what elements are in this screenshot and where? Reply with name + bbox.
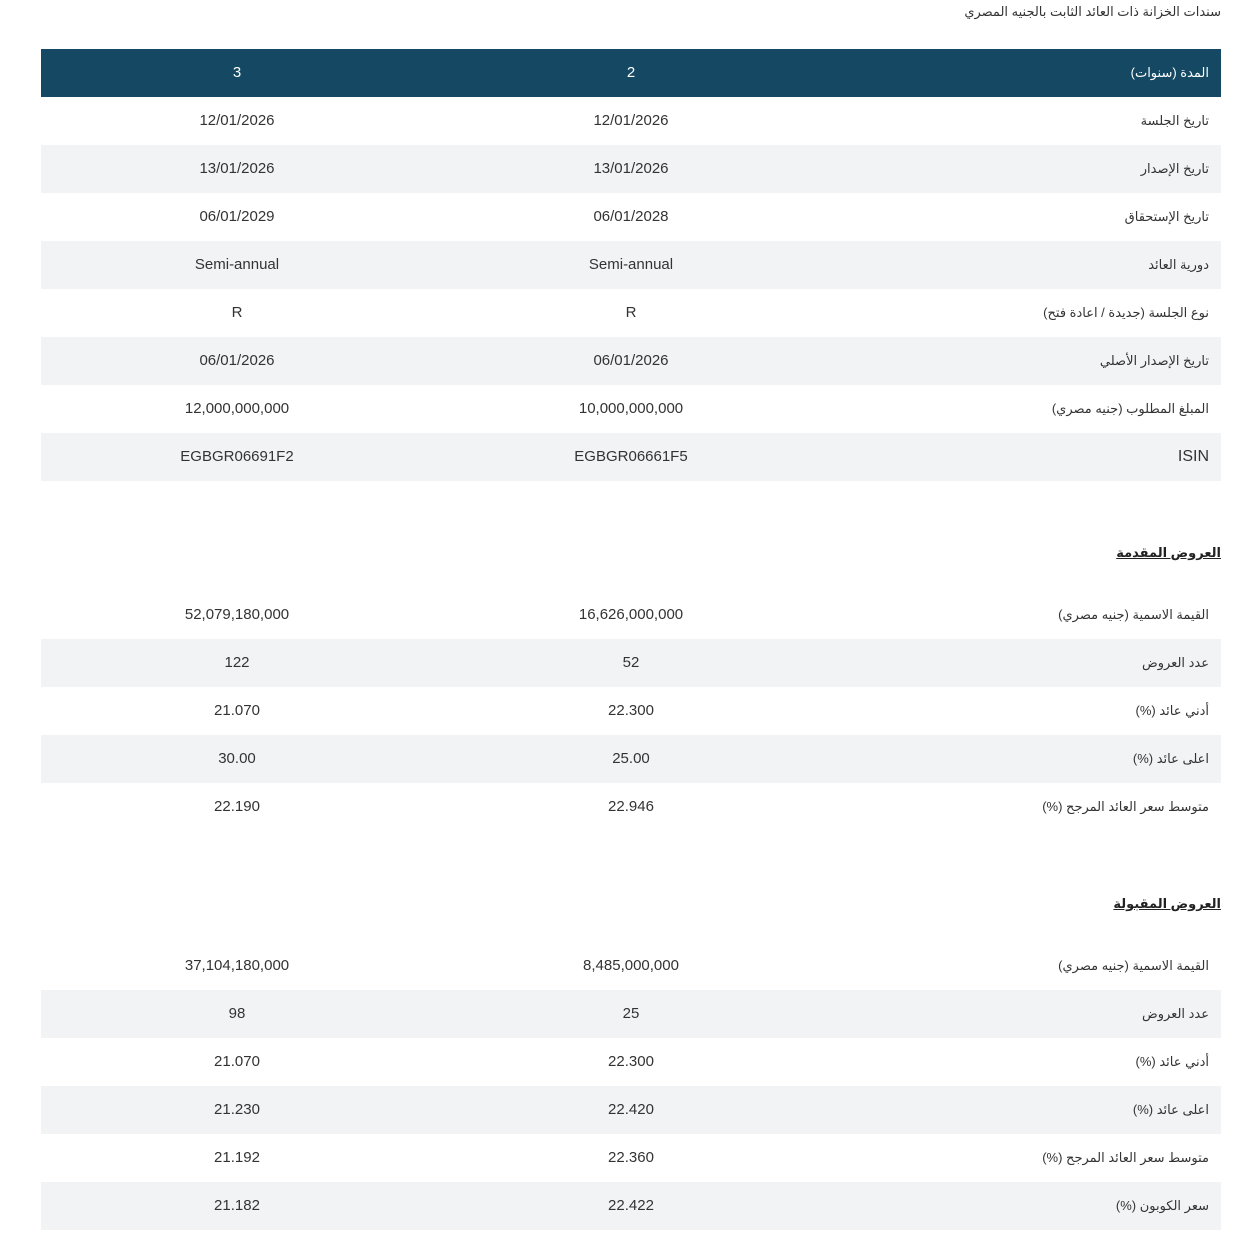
table-row-original-issue-date xyxy=(41,337,1221,385)
table-row-session-type xyxy=(41,289,1221,337)
section-title-offered: العروض المقدمة xyxy=(1116,545,1221,560)
row-value-col3: 21.070 xyxy=(214,702,260,719)
table-row xyxy=(41,1038,1221,1086)
row-label: تاريخ الإصدار xyxy=(1140,161,1209,176)
row-value-col3: 06/01/2029 xyxy=(199,208,275,225)
offered-table xyxy=(41,591,1221,831)
row-label: المبلغ المطلوب (جنيه مصري) xyxy=(1051,401,1209,416)
row-label: القيمة الاسمية (جنيه مصري) xyxy=(1058,958,1209,973)
row-value-col3: 06/01/2026 xyxy=(199,352,275,369)
row-value-col3: 21.192 xyxy=(214,1149,260,1166)
row-value-col3: 21.230 xyxy=(214,1101,260,1118)
row-value-col2: 22.420 xyxy=(608,1101,654,1118)
issue-table-header xyxy=(41,49,1221,97)
row-label: أدني عائد (%) xyxy=(1135,703,1209,718)
row-value-col2: 8,485,000,000 xyxy=(583,957,679,974)
row-value-col3: 37,104,180,000 xyxy=(184,957,290,974)
table-row xyxy=(41,591,1221,639)
table-row xyxy=(41,1134,1221,1182)
row-value-col3: 12,000,000,000 xyxy=(184,400,290,417)
row-label: تاريخ الإصدار الأصلي xyxy=(1099,353,1209,368)
table-row xyxy=(41,942,1221,990)
row-value-col3: 122 xyxy=(224,654,250,671)
row-value-col3: 30.00 xyxy=(218,750,256,767)
row-value-col2: 13/01/2026 xyxy=(593,160,669,177)
row-value-col2: 22.300 xyxy=(608,702,654,719)
row-label: ISIN xyxy=(1177,448,1209,465)
table-row xyxy=(41,735,1221,783)
row-value-col3: 13/01/2026 xyxy=(199,160,275,177)
row-value-col2: 25 xyxy=(622,1005,640,1022)
table-row xyxy=(41,639,1221,687)
row-value-col2: 22.360 xyxy=(608,1149,654,1166)
row-label: متوسط سعر العائد المرجح (%) xyxy=(1042,1150,1209,1165)
row-value-col2: EGBGR06661F5 xyxy=(574,448,688,465)
row-label: عدد العروض xyxy=(1142,1006,1209,1021)
row-label: دورية العائد xyxy=(1148,257,1209,272)
row-value-col3: 12/01/2026 xyxy=(199,112,275,129)
row-value-col3: Semi-annual xyxy=(194,256,280,273)
row-value-col2: 10,000,000,000 xyxy=(578,400,684,417)
row-label: اعلى عائد (%) xyxy=(1132,1102,1209,1117)
row-value-col3: 22.190 xyxy=(214,798,260,815)
row-value-col2: R xyxy=(625,304,637,321)
row-label: عدد العروض xyxy=(1142,655,1209,670)
row-label: سعر الكوبون (%) xyxy=(1115,1198,1209,1213)
row-value-col3: 98 xyxy=(228,1005,246,1022)
row-value-col3: 21.182 xyxy=(214,1197,260,1214)
row-value-col2: 12/01/2026 xyxy=(593,112,669,129)
table-row-session-date xyxy=(41,97,1221,145)
table-row-issue-date xyxy=(41,145,1221,193)
row-value-col2: 25.00 xyxy=(612,750,650,767)
row-value-col2: 22.300 xyxy=(608,1053,654,1070)
table-row-required-amount xyxy=(41,385,1221,433)
row-value-col2: Semi-annual xyxy=(588,256,674,273)
section-title-accepted: العروض المقبولة xyxy=(1113,896,1221,911)
row-value-col2: 16,626,000,000 xyxy=(578,606,684,623)
table-row xyxy=(41,1086,1221,1134)
row-value-col2: 52 xyxy=(622,654,640,671)
row-value-col3: EGBGR06691F2 xyxy=(180,448,294,465)
row-label: القيمة الاسمية (جنيه مصري) xyxy=(1058,607,1209,622)
table-row-coupon-frequency xyxy=(41,241,1221,289)
row-value-col3: 52,079,180,000 xyxy=(184,606,290,623)
row-value-col2: 22.422 xyxy=(608,1197,654,1214)
header-col-3: 3 xyxy=(232,64,242,81)
table-row-isin xyxy=(41,433,1221,481)
table-row xyxy=(41,783,1221,831)
table-row xyxy=(41,687,1221,735)
table-row-maturity-date xyxy=(41,193,1221,241)
row-value-col3: 21.070 xyxy=(214,1053,260,1070)
row-value-col2: 06/01/2028 xyxy=(593,208,669,225)
row-value-col2: 06/01/2026 xyxy=(593,352,669,369)
row-value-col3: R xyxy=(231,304,243,321)
row-label: نوع الجلسة (جديدة / اعادة فتح) xyxy=(1043,305,1209,320)
row-label: تاريخ الإستحقاق xyxy=(1124,209,1209,224)
row-value-col2: 22.946 xyxy=(608,798,654,815)
issue-table xyxy=(41,49,1221,481)
table-row xyxy=(41,990,1221,1038)
row-label: أدني عائد (%) xyxy=(1135,1054,1209,1069)
table-row xyxy=(41,1182,1221,1230)
row-label: تاريخ الجلسة xyxy=(1140,113,1209,128)
header-label-tenor: المدة (سنوات) xyxy=(1130,65,1209,80)
header-col-2: 2 xyxy=(626,64,636,81)
row-label: متوسط سعر العائد المرجح (%) xyxy=(1042,799,1209,814)
row-label: اعلى عائد (%) xyxy=(1132,751,1209,766)
page-title: سندات الخزانة ذات العائد الثابت بالجنيه المصري xyxy=(964,4,1221,19)
accepted-table xyxy=(41,942,1221,1230)
